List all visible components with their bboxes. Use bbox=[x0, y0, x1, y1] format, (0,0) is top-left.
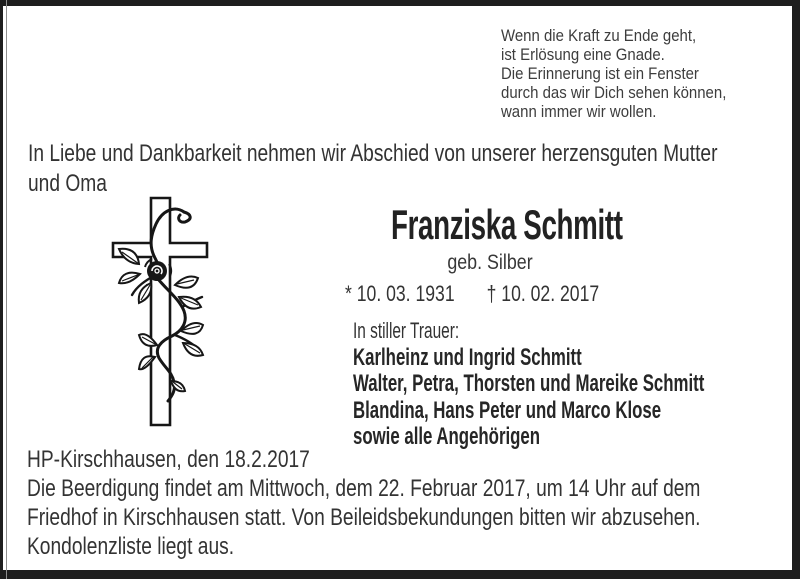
scan-column-hairline bbox=[6, 0, 7, 579]
funeral-line: Kondolenzliste liegt aus. bbox=[27, 533, 235, 560]
cross-rose-illustration bbox=[95, 185, 225, 445]
mourners-header: In stiller Trauer: bbox=[353, 318, 460, 343]
memorial-poem bbox=[501, 26, 726, 121]
cross-icon bbox=[113, 198, 207, 425]
poem-line: durch das wir Dich sehen können, bbox=[501, 83, 727, 102]
birth-date: * 10. 03. 1931 bbox=[345, 281, 455, 306]
place-date-line: HP-Kirschhausen, den 18.2.2017 bbox=[27, 446, 310, 473]
mourners-block bbox=[353, 318, 704, 451]
mourner-line: Walter, Petra, Thorsten und Mareike Schmitt bbox=[353, 370, 705, 397]
poem-line: Wenn die Kraft zu Ende geht, bbox=[501, 26, 697, 45]
poem-line: Die Erinnerung ist ein Fenster bbox=[501, 64, 699, 83]
scan-border-right bbox=[792, 0, 800, 579]
intro-line: und Oma bbox=[28, 170, 107, 197]
funeral-line: Friedhof in Kirschhausen statt. Von Beileidsbekundungen bitten wir abzusehen. bbox=[27, 504, 701, 531]
poem-line: wann immer wir wollen. bbox=[501, 102, 657, 121]
poem-line: ist Erlösung eine Gnade. bbox=[501, 45, 665, 64]
mourner-line: sowie alle Angehörigen bbox=[353, 423, 541, 450]
scan-border-left bbox=[0, 0, 3, 579]
intro-line: In Liebe und Dankbarkeit nehmen wir Abschied von unserer herzensguten Mutter bbox=[28, 140, 718, 167]
death-date: † 10. 02. 2017 bbox=[486, 281, 600, 306]
life-dates bbox=[345, 281, 599, 306]
mourner-line: Blandina, Hans Peter und Marco Klose bbox=[353, 396, 662, 424]
deceased-name: Franziska Schmitt bbox=[391, 201, 623, 248]
scan-border-top bbox=[0, 0, 800, 6]
scan-border-bottom bbox=[0, 570, 800, 579]
maiden-name: geb. Silber bbox=[447, 251, 533, 274]
funeral-line: Die Beerdigung findet am Mittwoch, dem 22. Februar 2017, um 14 Uhr auf dem bbox=[27, 475, 701, 502]
funeral-info bbox=[27, 474, 701, 561]
mourner-line: Karlheinz und Ingrid Schmitt bbox=[353, 343, 582, 371]
